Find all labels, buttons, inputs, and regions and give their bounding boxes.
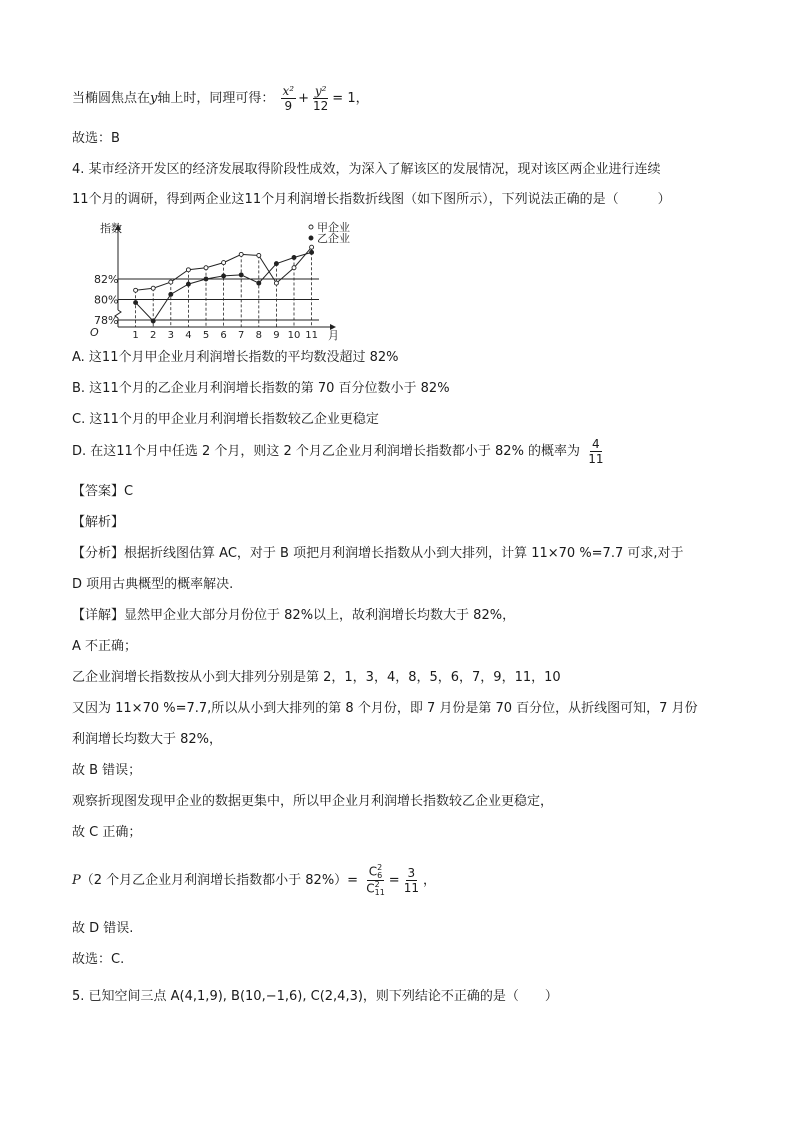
question-4-stem-line1: 4. 某市经济开发区的经济发展取得阶段性成效，为深入了解该区的发展情况，现对该区两企业进行连续: [72, 162, 661, 177]
origin-label: O: [90, 326, 99, 339]
y-axis-label: 指数: [100, 222, 122, 235]
d-incorrect: 故 D 错误.: [72, 921, 134, 936]
option-b: B. 这11个月的乙企业月利润增长指数的第 70 百分位数小于 82%: [72, 381, 450, 396]
series1-point: [204, 266, 208, 270]
y-tick-label: 80%: [94, 293, 119, 307]
a-incorrect: A 不正确；: [72, 639, 138, 654]
profit-index-line-chart: [86, 220, 366, 342]
series1-point: [222, 261, 226, 265]
percentile-explanation-2: 利润增长均数大于 82%，: [72, 732, 223, 747]
legend-marker: [309, 236, 313, 240]
x-tick-label: 1: [132, 330, 139, 341]
xiangjie-text: 显然甲企业大部分月份位于 82%以上，故利润增长均数大于 82%，: [124, 608, 516, 623]
question-5-stem: 5. 已知空间三点 A(4,1,9), B(10,−1,6), C(2,4,3)，则下列结论不正确的是（ ）: [72, 989, 558, 1004]
answer-label: 【答案】: [72, 484, 125, 499]
fraction-combination: C 2 6 C 2 11: [366, 863, 385, 897]
series2-point: [239, 273, 243, 277]
sorted-order: 乙企业润增长指数按从小到大排列分别是第 2，1，3，4，8，5，6，7，9，11，10: [72, 670, 561, 685]
x-tick-label: 6: [220, 330, 227, 341]
c-correct: 故 C 正确；: [72, 825, 142, 840]
x-tick-label: 3: [167, 330, 174, 341]
series2-point: [169, 292, 173, 296]
fenxi-line1: [72, 545, 684, 563]
x-tick-label: 10: [287, 330, 301, 341]
y-tick-label: 82%: [94, 273, 119, 286]
x-tick-label: 7: [238, 330, 245, 341]
series2-point: [134, 301, 138, 305]
fraction-y2-over-12: $\frac{\text{y²}}{12}$: [313, 84, 329, 113]
answer-line: [72, 483, 133, 501]
percentile-explanation-1: 又因为 11×70 %=7.7,所以从小到大排列的第 8 个月份，即 7 月份是第 70 百分位，从折线图可知，7 月份: [72, 701, 698, 716]
series2-point: [204, 277, 208, 281]
legend-label: 甲企业: [317, 221, 350, 234]
series2-point: [186, 282, 190, 286]
probability-formula: [72, 864, 436, 897]
series2-point: [292, 255, 296, 259]
stability-observation: 观察折现图发现甲企业的数据更集中，所以甲企业月利润增长指数较乙企业更稳定，: [72, 794, 554, 809]
series1-point: [134, 288, 138, 292]
analysis-heading: 【解析】: [72, 515, 125, 530]
x-tick-label: 2: [150, 330, 157, 341]
x-tick-label: 9: [273, 330, 280, 341]
x-axis-label: 月: [328, 329, 339, 342]
x-tick-label: 11: [305, 330, 318, 341]
x-tick-label: 8: [255, 330, 262, 341]
option-a: A. 这11个月甲企业月利润增长指数的平均数没超过 82%: [72, 350, 399, 365]
fenxi-label: 【分析】: [72, 546, 125, 561]
plus-sign: +: [298, 91, 310, 106]
ellipse-y-axis-line: [72, 84, 369, 113]
series2-point: [222, 274, 226, 278]
fraction-x2-over-9: $\frac{\text{x²}}{9}$: [282, 84, 295, 113]
legend-marker: [309, 225, 313, 229]
answer-choice-b: 故选：B: [72, 131, 120, 146]
equals-sign: =: [388, 873, 400, 888]
text-segment: 轴上时，同理可得：: [157, 91, 275, 106]
series2-point: [310, 250, 314, 254]
text-segment: 当椭圆焦点在: [72, 91, 151, 106]
option-d: [72, 437, 607, 466]
comma: ，: [422, 873, 436, 888]
fraction-3-over-11: $\frac{3}{11}$: [403, 866, 419, 895]
variable-y: y: [150, 91, 158, 106]
x-tick-label: 4: [185, 330, 192, 341]
series1-point: [274, 281, 278, 285]
series2-point: [257, 281, 261, 285]
xiangjie-label: 【详解】: [72, 608, 125, 623]
series1-point: [169, 280, 173, 284]
series2-point: [151, 319, 155, 323]
x-tick-label: 5: [202, 330, 210, 341]
answer-value: C: [124, 484, 134, 499]
probability-text: （2 个月乙企业月利润增长指数都小于 82%）=: [80, 873, 359, 888]
option-c: C. 这11个月的甲企业月利润增长指数较乙企业更稳定: [72, 412, 379, 427]
fraction-4-over-11: $\frac{4}{11}$: [588, 437, 604, 466]
series1-point: [239, 252, 243, 256]
b-incorrect: 故 B 错误；: [72, 763, 142, 778]
series1-point: [292, 266, 296, 270]
xiangjie-line1: [72, 607, 515, 625]
equals-one: = 1，: [332, 91, 369, 106]
series1-point: [186, 268, 190, 272]
legend-label: 乙企业: [317, 232, 350, 245]
final-choice: 故选：C.: [72, 952, 125, 967]
series1-point: [151, 286, 155, 290]
series1-point: [310, 245, 314, 249]
series2-point: [274, 262, 278, 266]
variable-p: P: [72, 873, 81, 888]
fenxi-line2: D 项用古典概型的概率解决.: [72, 577, 234, 592]
y-tick-label: 78%: [94, 314, 119, 327]
series1-point: [257, 253, 261, 257]
fenxi-text: 根据折线图估算 AC，对于 B 项把月利润增长指数从小到大排列，计算 11×70 %=7.7 可求,对于: [124, 546, 684, 561]
question-4-stem-line2: 11个月的调研，得到两企业这11个月利润增长指数折线图（如下图所示），下列说法正确的是（ ）: [72, 192, 671, 207]
option-d-text: D. 在这11个月中任选 2 个月，则这 2 个月乙企业月利润增长指数都小于 82% 的概率为: [72, 444, 581, 459]
